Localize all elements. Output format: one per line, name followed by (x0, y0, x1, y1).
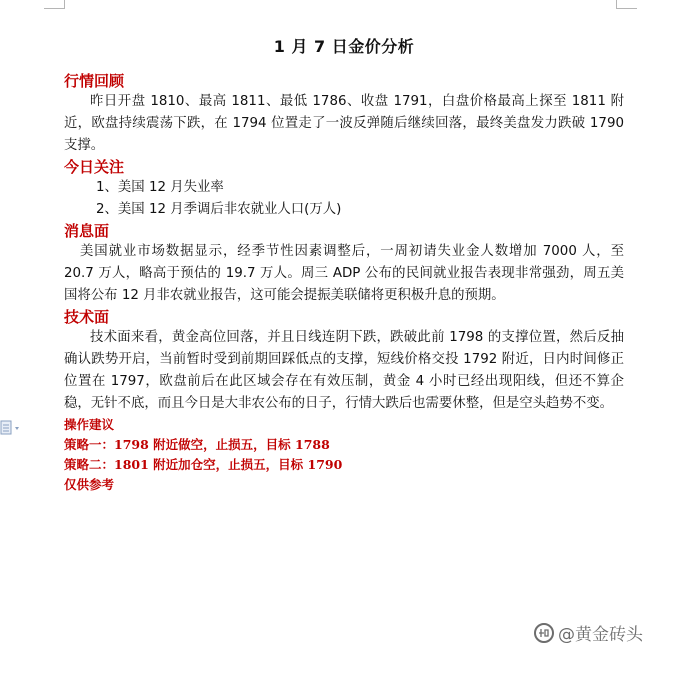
disclaimer: 仅供参考 (64, 477, 115, 492)
list-item: 2、美国 12 月季调后非农就业人口(万人) (96, 202, 342, 217)
advice-heading: 操作建议 (64, 417, 115, 432)
section-heading-review: 行情回顾 (64, 72, 125, 90)
strategy-one: 策略一：1798 附近做空，止损五，目标 1788 (64, 437, 330, 452)
document-icon[interactable] (0, 420, 22, 436)
document-title: 1 月 7 日金价分析 (273, 37, 415, 56)
watermark (534, 620, 643, 645)
zhihu-logo-icon (534, 623, 554, 643)
watermark-text: @黄金砖头 (558, 625, 643, 645)
list-item: 1、美国 12 月失业率 (96, 180, 224, 195)
section-paragraph-review: 昨日开盘 1810、最高 1811、最低 1786、收盘 1791，白盘价格最高上探至 1811 附近，欧盘持续震荡下跌，在 1794 位置走了一波反弹随后继续回落，最终美盘发力跌破 1790 支撑。 (64, 94, 624, 153)
section-paragraph-technical: 技术面来看，黄金高位回落，并且日线连阴下跌，跌破此前 1798 的支撑位置，然后反抽确认跌势开启，当前暂时受到前期回踩低点的支撑，短线价格交投 1792 附近，日内时间修正位置在 1797，欧盘前后在此区域会存在有效压制，黄金 4 小时已经出现阳线，但还不算企稳，无针不底，而且今日是大非农公布的日子，行情大跌后也需要休整，但是空头趋势不变。 (64, 330, 624, 411)
page-corner-mark (616, 0, 637, 9)
section-heading-technical: 技术面 (64, 308, 110, 326)
section-heading-focus: 今日关注 (64, 158, 125, 176)
page-corner-mark (44, 0, 65, 9)
document-body (64, 34, 624, 495)
strategy-two: 策略二：1801 附近加仓空，止损五，目标 1790 (64, 457, 343, 472)
section-paragraph-news: 美国就业市场数据显示，经季节性因素调整后，一周初请失业金人数增加 7000 人，至 20.7 万人，略高于预估的 19.7 万人。周三 ADP 公布的民间就业报告表现非常强劲，周五美国将公布 12 月非农就业报告，这可能会提振美联储将更积极升息的预期。 (64, 244, 624, 303)
section-heading-news: 消息面 (64, 222, 110, 240)
